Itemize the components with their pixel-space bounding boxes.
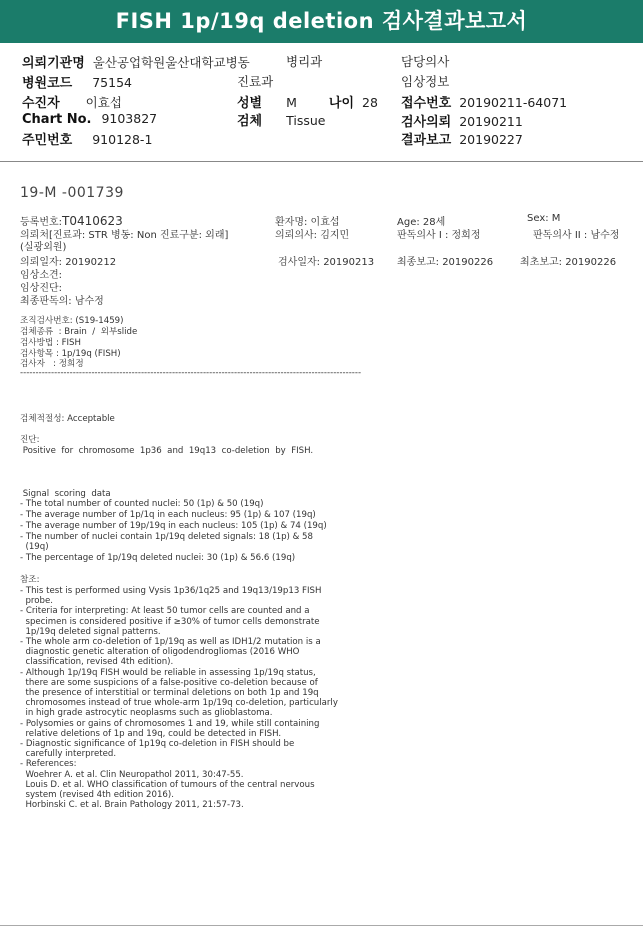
reference-line: the presence of interstitial or terminal deletions on both 1p and 19q: [20, 688, 319, 698]
specimen-row: [237, 110, 325, 129]
request-row: [401, 111, 523, 130]
report-date-value: 20190227: [459, 132, 523, 147]
reference-line: - Although 1p/19q FISH would be reliable in assessing 1p/19q status,: [20, 667, 316, 678]
reference-line: relative deletions of 1p and 19q, could be detected in FISH.: [20, 728, 282, 739]
hospital-code-label: 병원코드: [22, 76, 73, 91]
patient-age: Age: 28세: [397, 217, 446, 228]
reference-line: Woehrer A. et al. Clin Neuropathol 2011, 30:47-55.: [20, 769, 244, 780]
request-value: 20190211: [459, 114, 523, 129]
requester-sub: (실광외원): [20, 242, 67, 253]
header-divider: [0, 161, 643, 162]
requesting-doctor: 의뢰의사: 김지민: [275, 230, 350, 241]
patient-name: 환자명: 이효섭: [275, 217, 340, 228]
institution-label: 의뢰기관명: [22, 56, 85, 71]
clinical-finding: 임상소견:: [20, 270, 63, 281]
reader-2: 판독의사 II : 남수정: [533, 230, 620, 241]
accession-value: 20190211-64071: [459, 95, 568, 110]
accession-label: 접수번호: [401, 96, 452, 111]
specimen-label: 검체: [237, 114, 263, 129]
reference-line: - Criteria for interpreting: At least 50 tumor cells are counted and a: [20, 606, 310, 617]
specimen-adequacy: 검체적절성: Acceptable: [20, 414, 115, 424]
id-label: 주민번호: [22, 133, 73, 148]
diagnosis-text: Positive for chromosome 1p36 and 19q13 co-deletion by FISH.: [20, 446, 314, 456]
chart-label: Chart No.: [22, 112, 92, 127]
clinic-label: 진료과: [237, 74, 274, 89]
age-label: 나이: [328, 96, 355, 111]
first-report-date: 최초보고: 20190226: [520, 257, 617, 268]
patient-label: 수진자: [22, 96, 60, 111]
page-bottom-divider: [0, 925, 643, 926]
reference-line: classification, revised 4th edition).: [20, 657, 174, 668]
report-title: FISH 1p/19q deletion 검사결과보고서: [0, 0, 643, 43]
exam-date: 검사일자: 20190213: [278, 257, 375, 268]
patient-sex: Sex: M: [527, 213, 561, 224]
reference-line: - References:: [20, 759, 77, 770]
institution-value: 울산공업학원울산대학교병동: [92, 55, 250, 70]
reference-line: diagnostic genetic alteration of oligodendrogliomas (2016 WHO: [20, 647, 300, 658]
reference-line: - The whole arm co-deletion of 1p/19q as well as IDH1/2 mutation is a: [20, 637, 321, 647]
signal-line-2: - The average number of 1p/1q in each nucleus: 95 (1p) & 107 (19q): [20, 510, 316, 520]
reference-label: 참조:: [20, 575, 40, 585]
reference-line: there are some suspicions of a false-positive co-deletion because of: [20, 677, 318, 688]
reference-line: Louis D. et al. WHO classification of tumours of the central nervous: [20, 779, 315, 790]
reference-line: chromosomes instead of true whole-arm 1p/19q co-deletion, particularly: [20, 698, 338, 709]
exam-item: 검사항목 : 1p/19q (FISH): [20, 349, 121, 359]
department-value: 병리과: [286, 54, 323, 69]
examiner: 검사자 : 정희정: [20, 359, 84, 369]
reference-line: 1p/19q deleted signal patterns.: [20, 626, 161, 637]
patient-value: 이효섭: [85, 95, 122, 110]
institution-row: [22, 52, 250, 71]
signal-line-3: - The average number of 19p/19q in each nucleus: 105 (1p) & 74 (19q): [20, 521, 327, 531]
final-report-date: 최종보고: 20190226: [397, 257, 494, 268]
report-date-label: 결과보고: [401, 133, 452, 148]
signal-line-4b: (19q): [20, 542, 49, 552]
age-value: 28: [362, 95, 378, 110]
specimen-type: 검체종류 : Brain / 외부slide: [20, 327, 138, 337]
signal-line-1: - The total number of counted nuclei: 50 (1p) & 50 (19q): [20, 499, 264, 509]
clinical-diagnosis: 임상진단:: [20, 283, 63, 294]
doctor-label: 담당의사: [401, 54, 450, 69]
reference-line: system (revised 4th edition 2016).: [20, 790, 174, 800]
reference-line: - Polysomies or gains of chromosomes 1 and 19, while still containing: [20, 718, 320, 729]
sex-value: M: [286, 95, 297, 110]
chart-value: 9103827: [101, 111, 158, 126]
sex-label: 성별: [237, 96, 263, 111]
final-reader: 최종판독의: 남수정: [20, 296, 104, 307]
request-label: 검사의뢰: [401, 115, 452, 130]
exam-method: 검사방법 : FISH: [20, 338, 81, 348]
specimen-value: Tissue: [286, 113, 326, 128]
reference-line: - Diagnostic significance of 1p19q co-deletion in FISH should be: [20, 739, 295, 749]
reference-line: carefully interpreted.: [20, 749, 117, 760]
request-date: 의뢰일자: 20190212: [20, 257, 117, 268]
requester: 의뢰처[진료과: STR 병동: Non 진료구분: 외래]: [20, 230, 229, 241]
diagnosis-label: 진단:: [20, 435, 40, 445]
signal-title: Signal scoring data: [20, 489, 111, 499]
sex-row: [237, 92, 378, 111]
reader-1: 판독의사 I : 정희정: [397, 230, 481, 241]
reference-line: - This test is performed using Vysis 1p36/1q25 and 19q13/19p13 FISH: [20, 586, 322, 596]
registration-label: 등록번호:: [20, 217, 63, 228]
hospital-code-row: [22, 72, 132, 91]
chart-row: [22, 111, 157, 127]
hospital-code-value: 75154: [92, 75, 132, 90]
id-row: [22, 129, 152, 148]
tissue-number: 조직검사번호: (S19-1459): [20, 316, 124, 326]
clinical-info-label: 임상정보: [401, 74, 450, 89]
signal-line-4: - The number of nuclei contain 1p/19q deleted signals: 18 (1p) & 58: [20, 532, 313, 542]
separator-line: --------------------------------------------------------------------------------------------------------------: [20, 368, 362, 378]
case-number: 19-M -001739: [20, 185, 124, 201]
signal-line-5: - The percentage of 1p/19q deleted nuclei: 30 (1p) & 56.6 (19q): [20, 553, 296, 563]
reference-line: probe.: [20, 596, 53, 607]
id-value: 910128-1: [92, 132, 153, 147]
reference-line: Horbinski C. et al. Brain Pathology 2011, 21:57-73.: [20, 800, 244, 811]
reference-line: in high grade astrocytic neoplasms such as glioblastoma.: [20, 708, 273, 719]
reference-line: specimen is considered positive if ≥30% of tumor cells demonstrate: [20, 616, 320, 627]
registration-value: T0410623: [62, 214, 123, 228]
patient-row: [22, 92, 122, 111]
accession-row: [401, 92, 567, 111]
report-date-row: [401, 129, 523, 148]
